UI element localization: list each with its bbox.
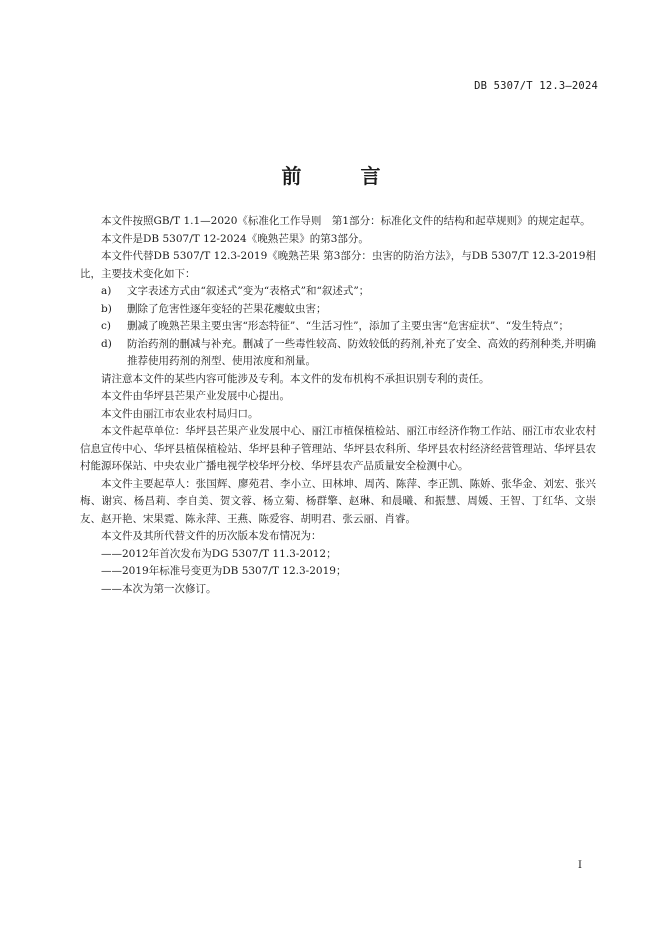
change-item-label: a): [101, 285, 112, 297]
paragraph-history-intro: 本文件及其所代替文件的历次版本发布情况为：: [101, 530, 322, 542]
change-item: [80, 301, 596, 319]
paragraph-proposer: 本文件由华坪县芒果产业发展中心提出。: [101, 390, 290, 402]
change-item: [80, 318, 596, 336]
paragraph-drafters: 本文件主要起草人：张国辉、廖苑君、李小立、田林坤、周芮、陈萍、李正凯、陈娇、张华金、刘宏、张兴梅、谢宾、杨昌莉、李自美、贺文蓉、杨立菊、杨群擎、赵琳、和晨曦、和振慧、周媛、王智、丁红华、文崇友、赵开艳、宋果霓、陈永萍、王燕、陈爱容、胡明君、张云丽、肖睿。: [80, 477, 596, 525]
paragraph-centralized-by: 本文件由丽江市农业农村局归口。: [101, 407, 259, 420]
change-item-label: b): [101, 302, 112, 315]
paragraph-drafting-units: 本文件起草单位：华坪县芒果产业发展中心、丽江市植保植检站、丽江市经济作物工作站、丽江市农业农村信息宣传中心、华坪县植保植检站、华坪县种子管理站、华坪县农科所、华坪县农村经济经营管理站、华坪县农村能源环保站、中央农业广播电视学校华坪分校、华坪县农产品质量安全检测中心。: [80, 425, 596, 472]
change-item-label: d): [101, 337, 112, 350]
standard-code: DB 5307/T 12.3—2024: [474, 80, 598, 92]
change-item: [80, 336, 596, 371]
change-item-text: 删除了危害性逐年变轻的芒果花瘿蚊虫害；: [127, 302, 327, 315]
paragraph-drafting-rules: 本文件按照GB/T 1.1—2020《标准化工作导则 第1部分：标准化文件的结构和起草规则》的规定起草。: [101, 215, 591, 227]
change-item-label: c): [101, 320, 111, 332]
history-item: ——2019年标准号变更为DB 5307/T 12.3-2019；: [101, 565, 347, 577]
paragraph-replaces: 本文件代替DB 5307/T 12.3-2019《晚熟芒果 第3部分：虫害的防治方法》，与DB 5307/T 12.3-2019相比，主要技术变化如下：: [80, 250, 596, 280]
change-item: [80, 283, 596, 301]
history-item: ——本次为第一次修订。: [101, 582, 217, 595]
paragraph-part-of: 本文件是DB 5307/T 12-2024《晚熟芒果》的第3部分。: [101, 232, 369, 245]
page-number: I: [578, 860, 582, 871]
change-item-text: 防治药剂的删减与补充。删减了一些毒性较高、防效较低的药剂,补充了安全、高效的药剂种类,并明确推荐使用药剂的剂型、使用浓度和剂量。: [127, 337, 596, 367]
paragraph-patent-notice: 请注意本文件的某些内容可能涉及专利。本文件的发布机构不承担识别专利的责任。: [101, 372, 490, 385]
change-item-text: 删减了晚熟芒果主要虫害“形态特征”、“生活习性”，添加了主要虫害“危害症状”、“发生特点”；: [127, 320, 569, 332]
preface-body: [80, 213, 596, 598]
history-item: ——2012年首次发布为DG 5307/T 11.3-2012；: [101, 547, 337, 560]
change-item-text: 文字表述方式由“叙述式”变为“表格式”和“叙述式”；: [127, 285, 370, 297]
page-title: 前 言: [281, 164, 407, 188]
